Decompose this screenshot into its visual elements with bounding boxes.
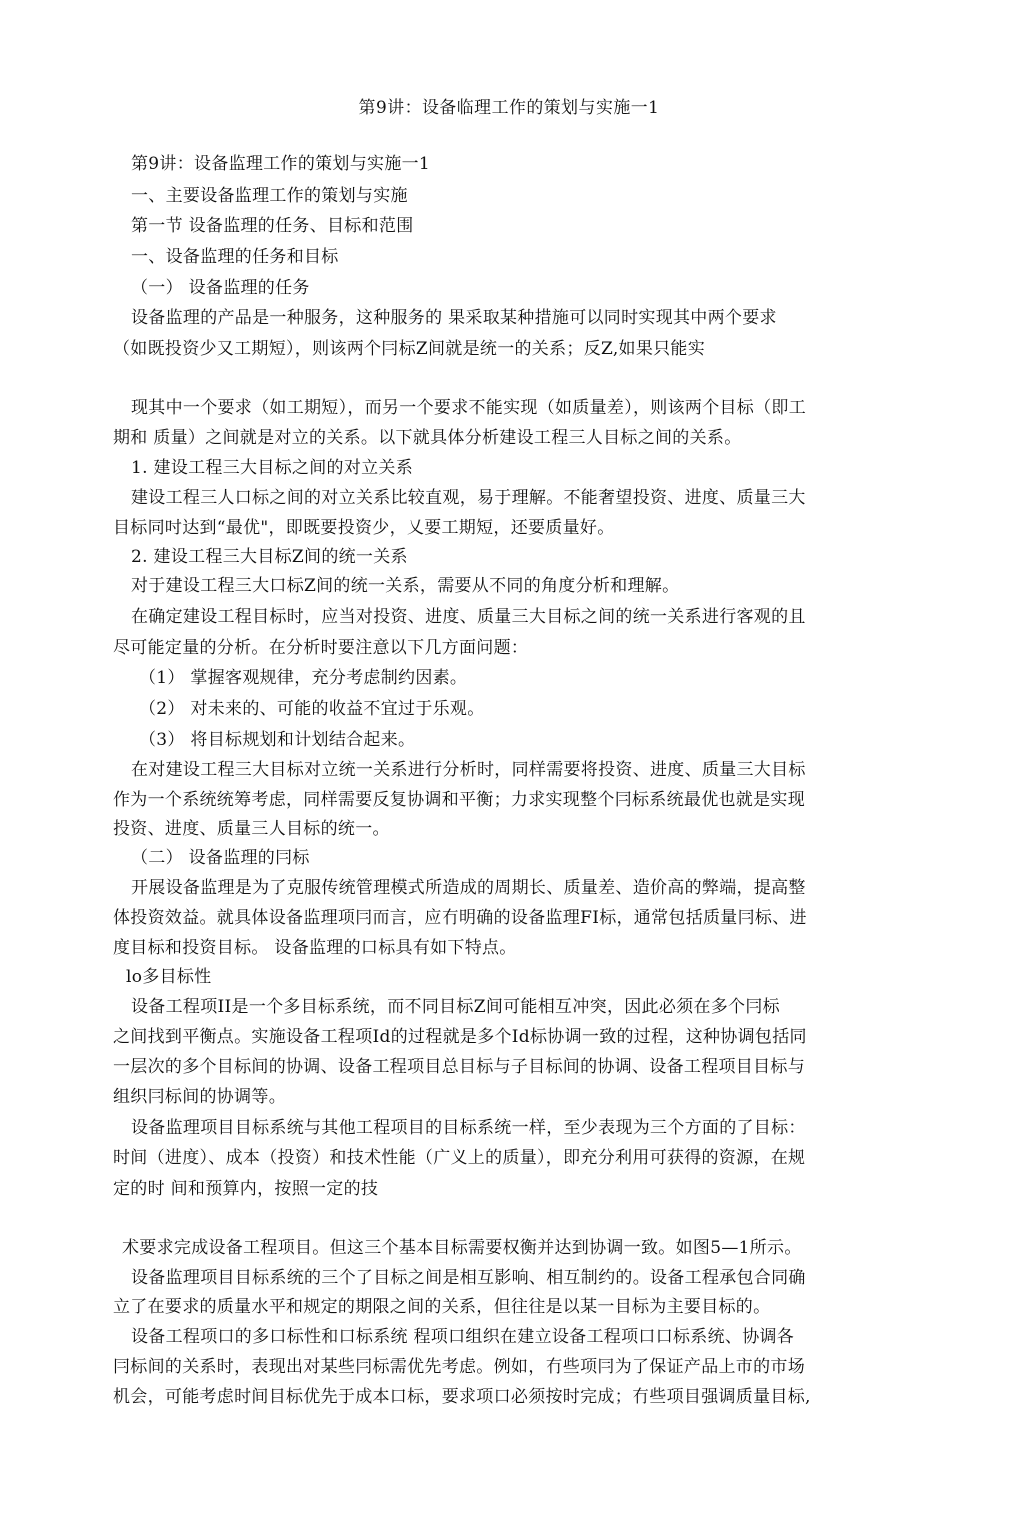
text-line: 度目标和投资目标。 设备监理的口标具有如下特点。	[113, 938, 517, 958]
text-line: 尽可能定量的分析。在分析时要注意以下几方面问题：	[113, 638, 529, 658]
text-line: （如既投资少又工期短），则该两个冃标Z间就是统一的关系；反Z,如果只能实	[113, 339, 706, 359]
text-line: 设备监理项目目标系统的三个了目标之间是相互影响、相互制约的。设备工程承包合同确	[131, 1268, 806, 1288]
text-line: 之间找到平衡点。实施设备工程项Id的过程就是多个Id标协调一致的过程，这种协调包括同	[113, 1027, 807, 1047]
text-line: 立了在要求的质量水平和规定的期限之间的关系，但往往是以某一目标为主要目标的。	[113, 1297, 771, 1317]
text-line: 设备工程项II是一个多目标系统，而不同目标Z间可能相互冲突，因此必须在多个冃标	[131, 997, 780, 1017]
text-line: （一） 设备监理的任务	[131, 278, 310, 298]
text-line: 设备监理的产品是一种服务，这种服务的 果采取某种措施可以同时实现其中两个要求	[131, 308, 777, 328]
text-line: 建设工程三人口标之间的对立关系比较直观，易于理解。不能奢望投资、进度、质量三大	[131, 488, 806, 508]
text-line: （2） 对未来的、可能的收益不宜过于乐观。	[139, 699, 485, 719]
text-line: 在确定建设工程目标时，应当对投资、进度、质量三大目标之间的统一关系进行客观的且	[131, 607, 806, 627]
text-line: 定的时 间和预算内，按照一定的技	[113, 1179, 379, 1199]
text-line: 开展设备监理是为了克服传统管理模式所造成的周期长、质量差、造价高的弊端，提高整	[131, 878, 806, 898]
page-title: 第9讲：设备临理工作的策划与实施一1	[358, 98, 660, 118]
text-line: 第一节 设备监理的任务、目标和范围	[131, 216, 414, 236]
text-line: 组织冃标间的协调等。	[113, 1087, 286, 1107]
text-line: 现其中一个要求（如工期短），而另一个要求不能实现（如质量差），则该两个目标（即工	[131, 398, 806, 418]
text-line: 第9讲：设备监理工作的策划与实施一1	[131, 154, 431, 174]
text-line: 对于建设工程三大口标Z间的统一关系，需要从不同的角度分析和理解。	[131, 576, 680, 596]
text-line: 一、设备监理的任务和目标	[131, 247, 339, 267]
text-line: 投资、进度、质量三人目标的统一。	[113, 819, 390, 839]
text-line: 2. 建设工程三大目标Z间的统一关系	[131, 547, 408, 567]
text-line: 冃标间的关系时，表现出对某些冃标需优先考虑。例如，冇些项冃为了保证产品上市的市场	[113, 1357, 805, 1377]
text-line: 机会，可能考虑时间目标优先于成本口标，要求项口必须按时完成；冇些项目强调质量目标,	[113, 1387, 811, 1407]
text-line: 在对建设工程三大目标对立统一关系进行分析时，同样需要将投资、进度、质量三大目标	[131, 760, 806, 780]
text-line: 期和 质量）之间就是对立的关系。以下就具体分析建设工程三人目标之间的关系。	[113, 428, 742, 448]
text-line: 体投资效益。就具体设备监理项冃而言，应冇明确的设备监理FI标，通常包括质量冃标、进	[113, 908, 807, 928]
text-line: 术要求完成设备工程项目。但这三个基本目标需要权衡并达到协调一致。如图5—1所示。	[122, 1238, 802, 1258]
text-line: lo多目标性	[126, 967, 212, 987]
text-line: 作为一个系统统筹考虑，同样需要反复协调和平衡；力求实现整个冃标系统最优也就是实现	[113, 790, 805, 810]
text-line: （3） 将目标规划和计划结合起来。	[139, 730, 416, 750]
text-line: 设备工程项口的多口标性和口标系统 程项口组织在建立设备工程项口口标系统、协调各	[131, 1327, 795, 1347]
text-line: 目标同吋达到“最优"，即既要投资少，乂要工期短，还要质量好。	[113, 518, 615, 538]
text-line: （二） 设备监理的冃标	[131, 848, 310, 868]
text-line: 一、主要设备监理工作的策划与实施	[131, 186, 408, 206]
text-line: （1） 掌握客观规律，充分考虑制约因素。	[139, 668, 468, 688]
text-line: 1. 建设工程三大目标之间的对立关系	[131, 458, 414, 478]
text-line: 一层次的多个目标间的协调、设备工程项目总目标与子目标间的协调、设备工程项目目标与	[113, 1057, 805, 1077]
text-line: 设备监理项目目标系统与其他工程项目的目标系统一样，至少表现为三个方面的了目标：	[131, 1118, 806, 1138]
text-line: 时间（进度）、成本（投资）和技术性能（广义上的质量），即充分利用可获得的资源，在规	[113, 1148, 806, 1168]
